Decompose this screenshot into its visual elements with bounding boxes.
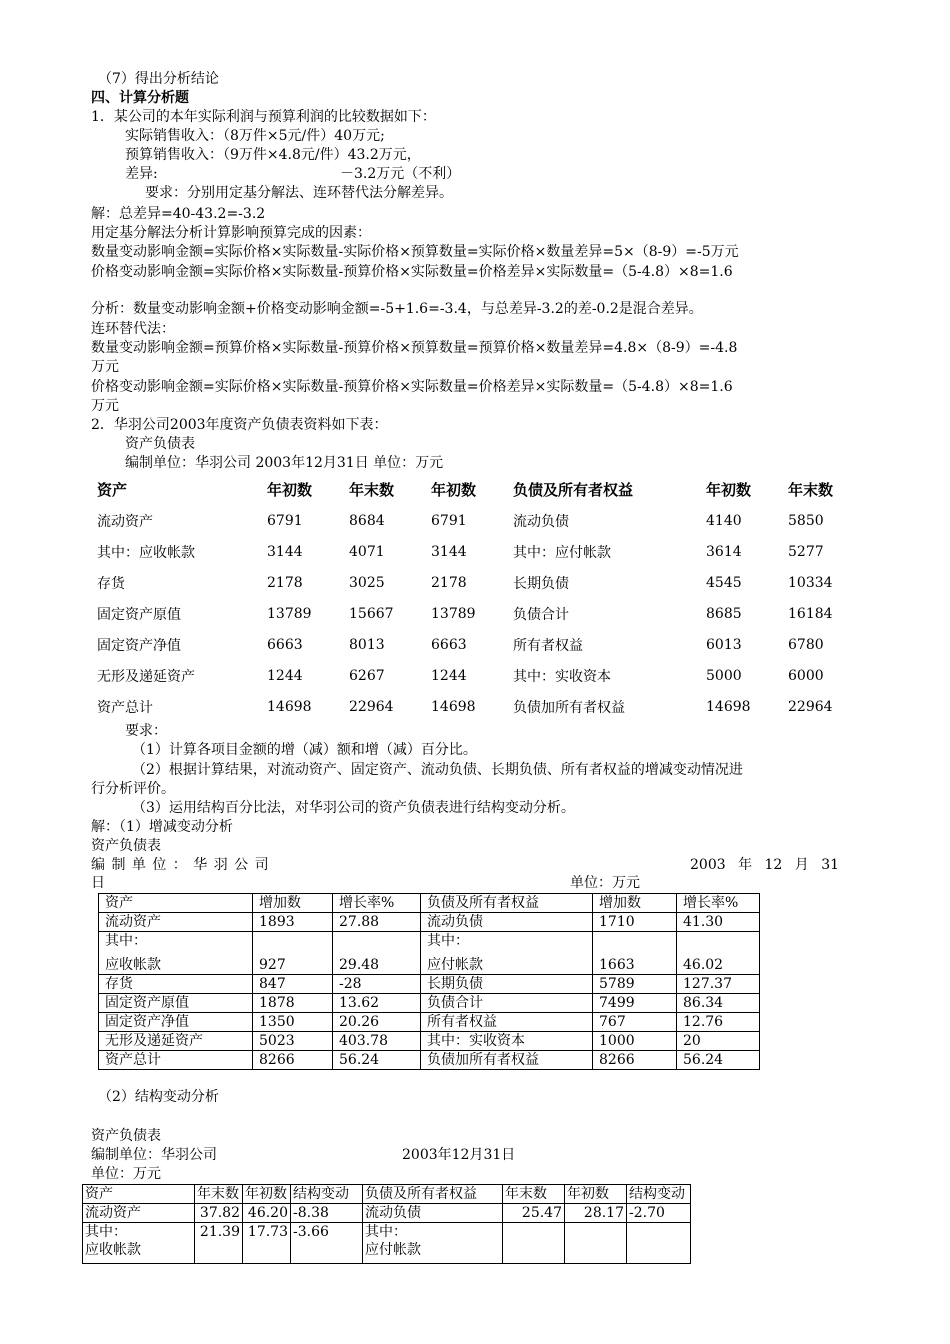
table-cell: 资产总计 (97, 699, 153, 716)
quantity-effect-2-unit: 万元 (91, 359, 119, 375)
structure-heading: （2）结构变动分析 (98, 1089, 219, 1105)
section-heading: 四、计算分析题 (91, 90, 189, 106)
table-cell: 6267 (349, 667, 385, 684)
table-header-row (99, 894, 760, 913)
solution-heading: 解：（1）增减变动分析 (91, 819, 233, 835)
table-cell: 6663 (267, 636, 303, 653)
table-cell: 14698 (431, 698, 476, 715)
table-cell: 长期负债 (513, 575, 569, 592)
table-cell (253, 932, 333, 951)
table3-title: 资产负债表 (91, 1128, 161, 1144)
table-row (99, 975, 760, 994)
table-row (83, 1241, 691, 1264)
table2-date-cont: 日 (91, 875, 105, 891)
table-cell (503, 1241, 565, 1264)
table-cell: 5277 (788, 543, 824, 560)
table-cell: 4545 (706, 574, 742, 591)
table-cell (565, 1241, 627, 1264)
header-cell: 负债及所有者权益 (421, 894, 593, 913)
table1-subtitle: 编制单位：华羽公司 2003年12月31日 单位：万元 (125, 455, 444, 471)
step-7-heading: （7）得出分析结论 (98, 71, 219, 87)
header-cell: 资产 (99, 894, 253, 913)
table-cell (333, 932, 421, 951)
table-cell: 8266 (253, 1051, 333, 1070)
table-cell: 21.39 (195, 1223, 243, 1242)
table-cell: 资产总计 (99, 1051, 253, 1070)
table-row (99, 913, 760, 932)
actual-sales-line: 实际销售收入：（8万件×5元/件）40万元; (125, 128, 385, 144)
requirements-label: 要求： (125, 723, 167, 739)
header-cell: 年初数 (431, 481, 477, 499)
table-cell: 5000 (706, 667, 742, 684)
table3-unit-label: 编制单位：华羽公司 (91, 1147, 217, 1163)
table-cell: 1893 (253, 913, 333, 932)
table-cell: 41.30 (677, 913, 760, 932)
table-cell: -8.38 (291, 1204, 363, 1223)
table-cell: 其中： (83, 1223, 195, 1242)
table-cell (565, 1223, 627, 1242)
table-cell: 8013 (349, 636, 385, 653)
table-cell: 8266 (593, 1051, 677, 1070)
table-cell: 15667 (349, 605, 394, 622)
table-row (83, 1204, 691, 1223)
price-effect-1: 价格变动影响金额=实际价格×实际数量-预算价格×实际数量=价格差异×实际数量=（5-4.8）×8=1.6 (91, 264, 733, 280)
table-cell: 应收帐款 (99, 950, 253, 975)
table-cell: 927 (253, 950, 333, 975)
table-cell: 20.26 (333, 1013, 421, 1032)
table-cell: 流动资产 (83, 1204, 195, 1223)
table-cell: 14698 (267, 698, 312, 715)
table-cell: 6000 (788, 667, 824, 684)
requirement-1: （1）计算各项目金额的增（减）额和增（减）百分比。 (132, 742, 477, 758)
table2-title: 资产负债表 (91, 838, 161, 854)
header-cell: 资产 (83, 1185, 195, 1204)
header-cell: 结构变动 (291, 1185, 363, 1204)
table-cell: 负债加所有者权益 (513, 699, 625, 716)
table-cell: 1878 (253, 994, 333, 1013)
table-cell: 8684 (349, 512, 385, 529)
table-header-row (83, 1185, 691, 1204)
table-cell: 13789 (431, 605, 476, 622)
table-cell: 8685 (706, 605, 742, 622)
table-cell: 无形及递延资产 (99, 1032, 253, 1051)
table-row (91, 660, 871, 691)
table-cell: 13789 (267, 605, 312, 622)
table-cell: 流动负债 (363, 1204, 503, 1223)
table-cell: -2.70 (627, 1204, 691, 1223)
table-cell: 长期负债 (421, 975, 593, 994)
table-cell: 存货 (97, 575, 125, 592)
table-cell (627, 1241, 691, 1264)
header-cell: 年末数 (788, 481, 834, 499)
table-cell: 5850 (788, 512, 824, 529)
table-cell: 无形及递延资产 (97, 668, 195, 685)
table-row (99, 1051, 760, 1070)
table-cell: 3614 (706, 543, 742, 560)
table-cell: 13.62 (333, 994, 421, 1013)
structure-analysis-table (82, 1184, 691, 1264)
header-cell: 增长率% (677, 894, 760, 913)
requirement-2: （2）根据计算结果，对流动资产、固定资产、流动负债、长期负债、所有者权益的增减变动情况进 (132, 762, 743, 778)
table-cell: 2178 (431, 574, 467, 591)
table-cell: 负债加所有者权益 (421, 1051, 593, 1070)
table-cell (243, 1241, 291, 1264)
table-cell: 流动资产 (99, 913, 253, 932)
header-cell: 年末数 (195, 1185, 243, 1204)
table-cell: 流动负债 (421, 913, 593, 932)
table-cell: 14698 (706, 698, 751, 715)
table-cell: 25.47 (503, 1204, 565, 1223)
table-cell: 56.24 (677, 1051, 760, 1070)
difference-label: 差异: (125, 166, 158, 182)
analysis-line: 分析：数量变动影响金额+价格变动影响金额=-5+1.6=-3.4，与总差异-3.2的差-0.2是混合差异。 (91, 301, 703, 317)
table-cell: 20 (677, 1032, 760, 1051)
table2-unit: 单位：万元 (570, 875, 640, 891)
table-cell (593, 932, 677, 951)
table-cell: 所有者权益 (513, 637, 583, 654)
table-row (91, 505, 871, 536)
table-cell: 46.02 (677, 950, 760, 975)
table-cell (291, 1241, 363, 1264)
table-cell (195, 1241, 243, 1264)
header-cell: 年初数 (706, 481, 752, 499)
table-cell: 22964 (788, 698, 833, 715)
table-cell: 其中：应收帐款 (97, 544, 195, 561)
header-cell: 年初数 (267, 481, 313, 499)
table-row (99, 1032, 760, 1051)
requirement-2-cont: 行分析评价。 (91, 781, 175, 797)
table-cell: 流动资产 (97, 513, 153, 530)
table1-title: 资产负债表 (125, 436, 195, 452)
table-cell: 6013 (706, 636, 742, 653)
header-cell: 增加数 (253, 894, 333, 913)
table-cell: 403.78 (333, 1032, 421, 1051)
table-cell: 46.20 (243, 1204, 291, 1223)
requirement-3: （3）运用结构百分比法，对华羽公司的资产负债表进行结构变动分析。 (132, 800, 575, 816)
table-cell: 7499 (593, 994, 677, 1013)
header-cell: 年末数 (503, 1185, 565, 1204)
quantity-effect-2: 数量变动影响金额=预算价格×实际数量-预算价格×预算数量=预算价格×数量差异=4.8×（8-9）=-4.8 (91, 340, 738, 356)
table-row (91, 629, 871, 660)
header-cell: 年初数 (565, 1185, 627, 1204)
price-effect-2-unit: 万元 (91, 398, 119, 414)
table-cell: 其中：应付帐款 (513, 544, 611, 561)
table-cell: 3144 (267, 543, 303, 560)
table-cell: -3.66 (291, 1223, 363, 1242)
balance-sheet-table (91, 474, 871, 722)
table-cell: 17.73 (243, 1223, 291, 1242)
header-cell: 负债及所有者权益 (513, 481, 634, 499)
table-cell: 固定资产净值 (99, 1013, 253, 1032)
table-cell: 固定资产净值 (97, 637, 181, 654)
table-row (91, 598, 871, 629)
table-cell: 37.82 (195, 1204, 243, 1223)
table-cell: 12.76 (677, 1013, 760, 1032)
header-cell: 增加数 (593, 894, 677, 913)
table-cell: 6663 (431, 636, 467, 653)
table-cell: 其中： (363, 1223, 503, 1242)
table-row (99, 950, 760, 975)
question-1: 1．某公司的本年实际利润与预算利润的比较数据如下： (91, 109, 436, 125)
table-cell (503, 1223, 565, 1242)
header-cell: 结构变动 (627, 1185, 691, 1204)
table-cell: 127.37 (677, 975, 760, 994)
table-cell: 847 (253, 975, 333, 994)
table-cell: 4071 (349, 543, 385, 560)
requirement-line: 要求：分别用定基分解法、连环替代法分解差异。 (145, 185, 453, 201)
table-cell: 其中：实收资本 (421, 1032, 593, 1051)
table-cell: 22964 (349, 698, 394, 715)
table2-unit-label: 编 制 单 位 ： 华 羽 公 司 (91, 857, 270, 873)
table-cell (627, 1223, 691, 1242)
question-2: 2．华羽公司2003年度资产负债表资料如下表： (91, 417, 388, 433)
price-effect-2: 价格变动影响金额=实际价格×实际数量-预算价格×实际数量=价格差异×实际数量=（5-4.8）×8=1.6 (91, 379, 733, 395)
table-cell: 5789 (593, 975, 677, 994)
table-cell: 其中： (99, 932, 253, 951)
table-cell: 6791 (267, 512, 303, 529)
table-cell: 所有者权益 (421, 1013, 593, 1032)
header-cell: 年末数 (349, 481, 395, 499)
table-cell: 1663 (593, 950, 677, 975)
table-cell: 767 (593, 1013, 677, 1032)
table-row (99, 994, 760, 1013)
table-cell: 1710 (593, 913, 677, 932)
header-cell: 负债及所有者权益 (363, 1185, 503, 1204)
fixed-base-heading: 用定基分解法分析计算影响预算完成的因素： (91, 225, 371, 241)
difference-value: －3.2万元（不利） (340, 166, 461, 182)
table-cell: 4140 (706, 512, 742, 529)
header-cell: 年初数 (243, 1185, 291, 1204)
table-cell: 10334 (788, 574, 833, 591)
budget-sales-line: 预算销售收入：（9万件×4.8元/件）43.2万元， (125, 147, 421, 163)
table-cell: 其中： (421, 932, 593, 951)
table-cell: 28.17 (565, 1204, 627, 1223)
table-cell: 56.24 (333, 1051, 421, 1070)
table-row (91, 567, 871, 598)
table-cell: -28 (333, 975, 421, 994)
table2-date: 2003 年 12 月 31 (690, 857, 840, 873)
table-row (99, 932, 760, 951)
table-cell: 1000 (593, 1032, 677, 1051)
table-header-row (91, 474, 871, 505)
chain-substitution-heading: 连环替代法： (91, 321, 175, 337)
table-cell: 6791 (431, 512, 467, 529)
table-cell: 2178 (267, 574, 303, 591)
table-cell: 3025 (349, 574, 385, 591)
table-cell: 16184 (788, 605, 833, 622)
table-row (99, 1013, 760, 1032)
table-cell: 其中：实收资本 (513, 668, 611, 685)
table-cell: 负债合计 (513, 606, 569, 623)
table-cell: 固定资产原值 (99, 994, 253, 1013)
table-cell: 1350 (253, 1013, 333, 1032)
table-cell (677, 932, 760, 951)
table-row (83, 1223, 691, 1242)
header-cell: 资产 (97, 481, 128, 499)
quantity-effect-1: 数量变动影响金额=实际价格×实际数量-实际价格×预算数量=实际价格×数量差异=5×（8-9）=-5万元 (91, 244, 739, 260)
table-cell: 流动负债 (513, 513, 569, 530)
table-cell: 86.34 (677, 994, 760, 1013)
table-row (91, 536, 871, 567)
table-cell: 固定资产原值 (97, 606, 181, 623)
table-cell: 3144 (431, 543, 467, 560)
table-cell: 27.88 (333, 913, 421, 932)
table-cell: 29.48 (333, 950, 421, 975)
table3-date: 2003年12月31日 (402, 1147, 516, 1163)
table-cell: 应付帐款 (363, 1241, 503, 1264)
change-analysis-table (98, 893, 760, 1070)
table-cell: 1244 (431, 667, 467, 684)
table3-unit: 单位：万元 (91, 1166, 161, 1182)
table-row (91, 691, 871, 722)
table-cell: 5023 (253, 1032, 333, 1051)
table-cell: 负债合计 (421, 994, 593, 1013)
header-cell: 增长率% (333, 894, 421, 913)
table-cell: 应收帐款 (83, 1241, 195, 1264)
table-cell: 存货 (99, 975, 253, 994)
table-cell: 6780 (788, 636, 824, 653)
table-cell: 应付帐款 (421, 950, 593, 975)
table-cell: 1244 (267, 667, 303, 684)
solution-total: 解：总差异=40-43.2=-3.2 (91, 206, 266, 222)
